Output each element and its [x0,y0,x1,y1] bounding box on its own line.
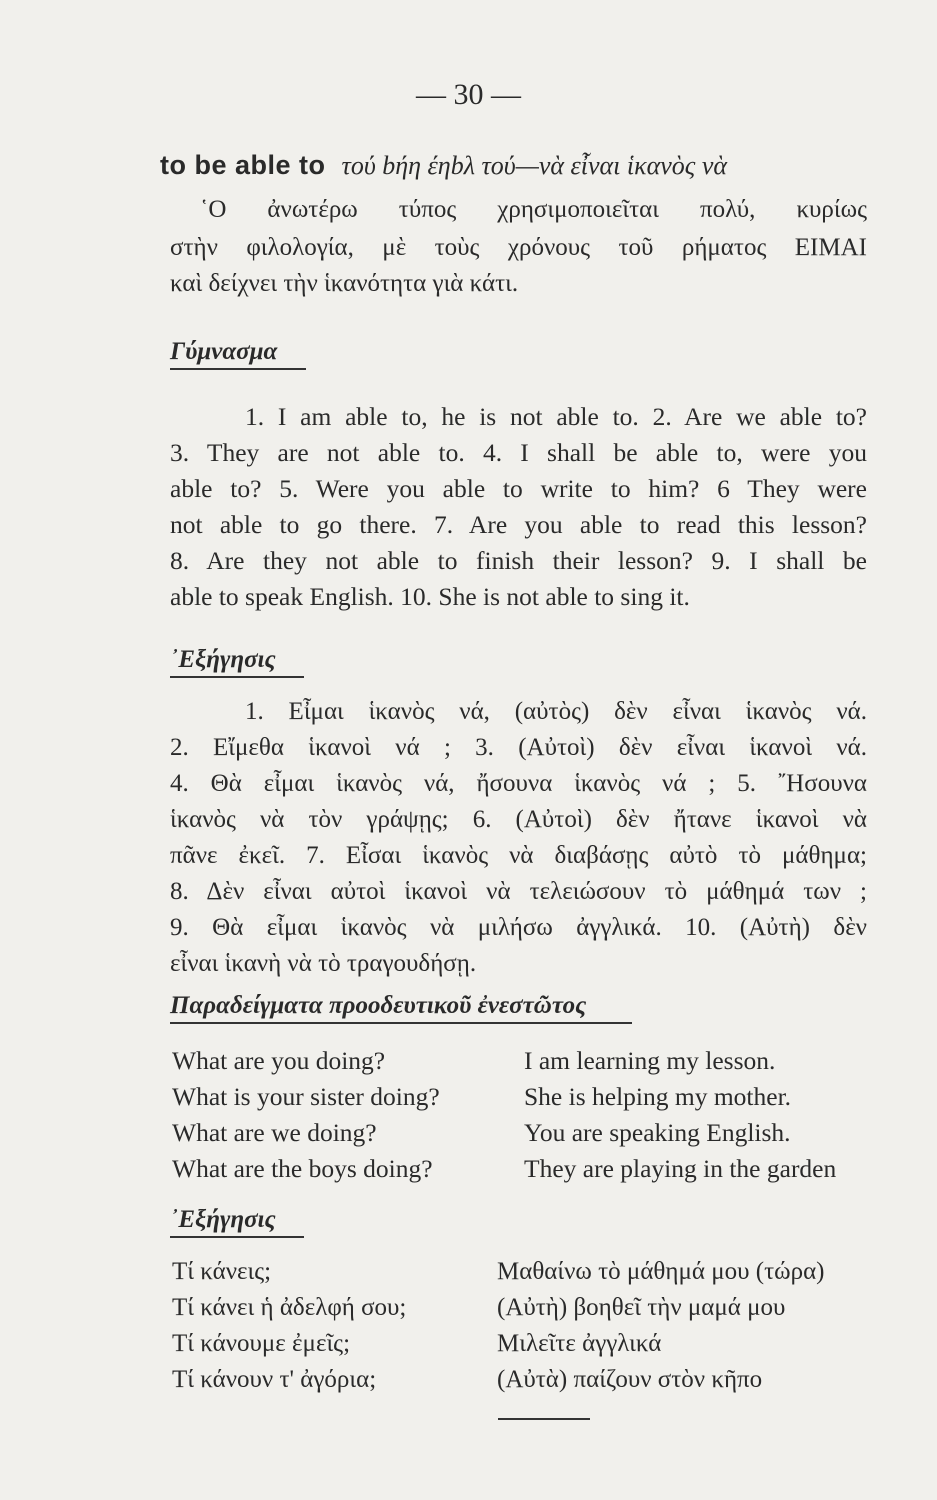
explanation-line: 2. Εἴμεθα ἱκανοὶ νά ; 3. (Αὐτοὶ) δὲν εἶναι ἱκανοὶ νά. [170,734,867,761]
explanation-line: 8. Δὲν εἶναι αὐτοὶ ἱκανοὶ νὰ τελειώσουν τὸ μάθημά των ; [170,878,867,905]
exercise-line: 8. Are they not able to finish their lesson? 9. I shall be [170,546,867,575]
closing-rule [498,1418,590,1420]
progressive-answer: You are speaking English. [524,1118,791,1147]
exercise-line: not able to go there. 7. Are you able to read this lesson? [170,510,867,539]
explanation-line: 4. Θὰ εἶμαι ἱκανὸς νά, ἤσουνα ἱκανὸς νά ; 5. ῎Ησουνα [170,770,867,797]
greek-answer: Μαθαίνω τὸ μάθημά μου (τώρα) [497,1258,825,1285]
explanation-heading: ᾿Εξήγησις [170,646,304,678]
progressive-heading: Παραδείγματα προοδευτικοῦ ἐνεστῶτος [170,992,632,1024]
phrase-header [160,150,727,181]
phrase-transliteration: τού bήη έηbλ τού—νὰ εἶναι ἱκανὸς νὰ [341,151,728,180]
progressive-question: What are the boys doing? [172,1154,433,1183]
phrase-english: to be able to [160,150,326,180]
intro-line: ῾Ο ἀνωτέρω τύπος χρησιμοποιεῖται πολύ, κυρίως [200,196,867,223]
greek-answer: (Αὐτὴ) βοηθεῖ τὴν μαμά μου [497,1294,786,1321]
explanation-line: εἶναι ἱκανὴ νὰ τὸ τραγουδήσῃ. [170,950,477,977]
progressive-question: What are we doing? [172,1118,377,1147]
greek-question: Τί κάνεις; [172,1258,272,1285]
exercise-line: able to speak English. 10. She is not able to sing it. [170,582,690,611]
intro-line: καὶ δείχνει τὴν ἱκανότητα γιὰ κάτι. [170,270,519,297]
greek-question: Τί κάνουν τ' ἀγόρια; [172,1366,377,1393]
explanation-line: ἱκανὸς νὰ τὸν γράψῃς; 6. (Αὐτοὶ) δὲν ἤτανε ἱκανοὶ νὰ [170,806,867,833]
explanation-line: 9. Θὰ εἶμαι ἱκανὸς νὰ μιλήσω ἀγγλικά. 10. (Αὐτὴ) δὲν [170,914,867,941]
greek-answer: (Αὐτὰ) παίζουν στὸν κῆπο [497,1366,763,1393]
exercise-heading: Γύμνασμα [170,338,306,370]
progressive-question: What is your sister doing? [172,1082,440,1111]
page-number: — 30 — [416,78,521,111]
exercise-line: 1. I am able to, he is not able to. 2. Are we able to? [245,402,867,431]
exercise-line: 3. They are not able to. 4. I shall be able to, were you [170,438,867,467]
progressive-answer: I am learning my lesson. [524,1046,776,1075]
greek-question: Τί κάνει ἡ ἀδελφή σου; [172,1294,407,1321]
exercise-line: able to? 5. Were you able to write to him? 6 They were [170,474,867,503]
greek-question: Τί κάνουμε ἐμεῖς; [172,1330,351,1357]
progressive-question: What are you doing? [172,1046,386,1075]
progressive-answer: They are playing in the garden [524,1154,837,1183]
progressive-answer: She is helping my mother. [524,1082,792,1111]
intro-line: στὴν φιλολογία, μὲ τοὺς χρόνους τοῦ ρήματος ΕΙΜΑΙ [170,234,867,261]
explanation-heading: ᾿Εξήγησις [170,1206,304,1238]
explanation-line: 1. Εἶμαι ἱκανὸς νά, (αὐτὸς) δὲν εἶναι ἱκανὸς νά. [245,698,867,725]
greek-answer: Μιλεῖτε ἀγγλικά [497,1330,662,1357]
explanation-line: πᾶνε ἐκεῖ. 7. Εἶσαι ἱκανὸς νὰ διαβάσῃς αὐτὸ τὸ μάθημα; [170,842,867,869]
